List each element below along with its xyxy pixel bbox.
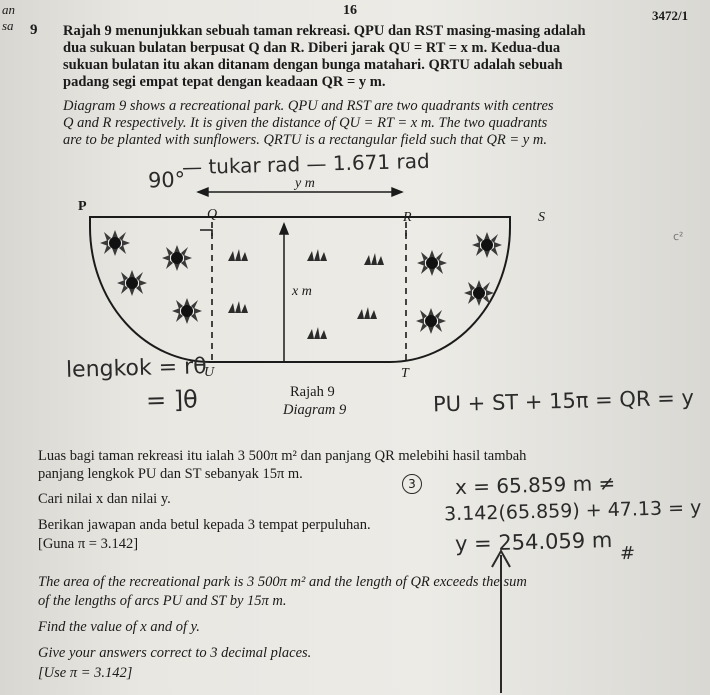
grass-tuft-icon (362, 252, 388, 266)
question-english-line-2: Q and R respectively. It is given the distance of QU = RT = x m. The two quadrants (63, 115, 548, 131)
grass-tuft-icon (305, 248, 331, 262)
handwritten-angle: 90° (147, 167, 186, 193)
marks-value: 3 (408, 477, 416, 491)
instruction-english-line-5: [Use π = 3.142] (38, 665, 133, 681)
label-s: S (538, 210, 545, 225)
question-malay-line-1: Rajah 9 menunjukkan sebuah taman rekreasi. QPU dan RST masing-masing adalah (63, 23, 586, 39)
sunflower-icon (470, 230, 504, 260)
sunflower-icon (462, 278, 496, 308)
instruction-malay-line-2: panjang lengkok PU dan ST sebanyak 15π m. (38, 466, 303, 482)
instruction-english-line-3: Find the value of x and of y. (38, 619, 200, 635)
question-english-line-1: Diagram 9 shows a recreational park. QPU and RST are two quadrants with centres (63, 98, 554, 114)
handwritten-lengkok: lengkok = rθ (65, 354, 207, 383)
instruction-english-line-2: of the lengths of arcs PU and ST by 15π m. (38, 593, 287, 609)
sunflower-icon (98, 228, 132, 258)
instruction-malay-line-3: Cari nilai x dan nilai y. (38, 491, 171, 507)
handwritten-y-answer: y = 254.059 m (454, 527, 613, 557)
grass-tuft-icon (305, 326, 331, 340)
handwritten-working: 3.142(65.859) + 47.13 = y (443, 496, 702, 526)
corner-text-top: an (2, 2, 15, 17)
instruction-malay-line-5: [Guna π = 3.142] (38, 536, 139, 552)
caption-english: Diagram 9 (283, 402, 347, 418)
sunflower-icon (415, 248, 449, 278)
handwritten-arrow-icon (486, 545, 516, 695)
sunflower-icon (170, 296, 204, 326)
question-malay-line-3: sukuan bulatan itu akan ditanam dengan bunga matahari. QRTU adalah sebuah (63, 57, 563, 73)
instruction-malay-line-1: Luas bagi taman rekreasi itu ialah 3 500π m² dan panjang QR melebihi hasil tambah (38, 448, 527, 464)
question-number: 9 (30, 22, 38, 38)
grass-tuft-icon (226, 300, 252, 314)
sunflower-icon (414, 306, 448, 336)
label-ym: y m (295, 176, 315, 191)
handwritten-x-answer: x = 65.859 m ≠ (454, 470, 616, 500)
label-q: Q (207, 207, 218, 222)
label-p: P (78, 199, 87, 214)
handwritten-hash: # (619, 542, 636, 565)
handwritten-equation: PU + ST + 15π = QR = y (432, 385, 695, 417)
corner-text-mid: sa (2, 18, 14, 33)
label-xm: x m (292, 284, 312, 299)
handwritten-margin-mark: c² (672, 229, 684, 244)
handwritten-note-rad: — tukar rad — 1.671 rad (181, 148, 430, 180)
page-number: 16 (343, 3, 357, 18)
question-malay-line-2: dua sukuan bulatan berpusat Q dan R. Diberi jarak QU = RT = x m. Kedua-dua (63, 40, 561, 56)
question-malay-line-4: padang segi empat tepat dengan keadaan QR = y m. (63, 74, 386, 90)
grass-tuft-icon (355, 306, 381, 320)
sunflower-icon (115, 268, 149, 298)
handwritten-lengkok-theta: = ]θ (145, 385, 199, 415)
marks-circle (402, 474, 422, 494)
instruction-english-line-1: The area of the recreational park is 3 500π m² and the length of QR exceeds the sum (38, 574, 527, 590)
label-u: U (204, 365, 215, 380)
grass-tuft-icon (226, 248, 252, 262)
sunflower-icon (160, 243, 194, 273)
instruction-malay-line-4: Berikan jawapan anda betul kepada 3 tempat perpuluhan. (38, 517, 371, 533)
label-t: T (401, 366, 409, 381)
instruction-english-line-4: Give your answers correct to 3 decimal places. (38, 645, 312, 661)
question-english-line-3: are to be planted with sunflowers. QRTU is a rectangular field such that QR = y m. (63, 132, 547, 148)
paper-code: 3472/1 (652, 8, 689, 23)
label-r: R (403, 210, 412, 225)
caption-malay: Rajah 9 (290, 384, 335, 400)
